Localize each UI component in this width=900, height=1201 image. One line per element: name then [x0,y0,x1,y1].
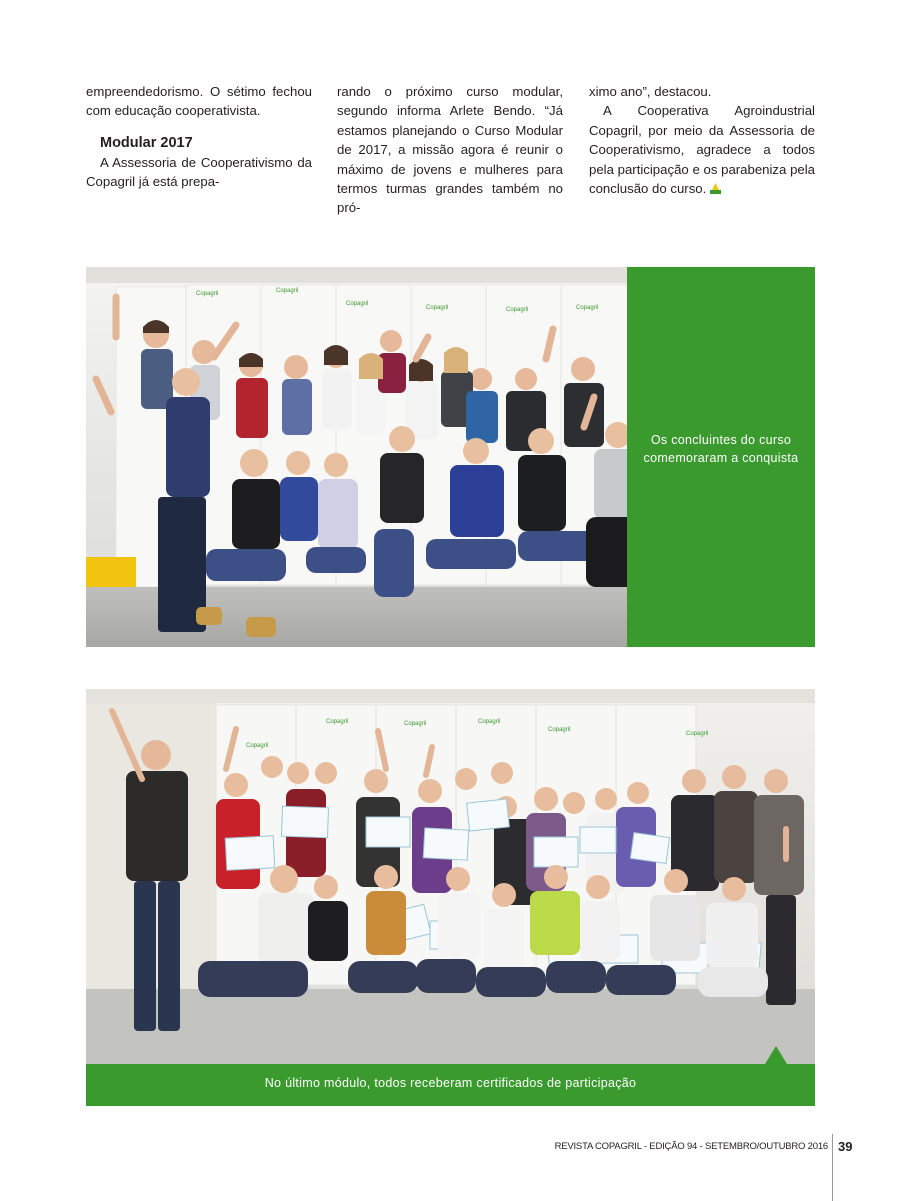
page-number: 39 [838,1139,853,1154]
caption-pointer-icon [765,1046,787,1064]
paragraph: ximo ano”, destacou. [589,84,712,99]
article-column-3 [589,82,815,198]
paragraph [589,101,815,198]
article-column-2 [337,82,563,218]
svg-text:Copagril: Copagril [276,288,299,294]
section-heading: Modular 2017 [100,134,193,151]
paragraph-text: A Cooperativa Agroindustrial Copagril, por meio da Assessoria de Cooperativismo, agradece a todos pela participação e os parabeniza pela conclusão do curso. [589,103,815,197]
group-photo-certificates [86,689,815,1064]
svg-text:Copagril: Copagril [346,301,369,307]
svg-text:Copagril: Copagril [426,305,449,311]
svg-text:Copagril: Copagril [506,307,529,313]
article-column-1 [86,82,312,192]
paragraph: A Assessoria de Cooperativismo da Copagril já está prepa- [86,154,312,190]
photo-illustration [86,267,656,647]
svg-text:Copagril: Copagril [576,305,599,311]
svg-text:Copagril: Copagril [478,719,501,725]
copagril-end-mark-icon [710,183,721,194]
photo-caption: Os concluintes do curso comemoraram a conquista [643,433,799,465]
footer-divider [832,1134,833,1201]
svg-text:Copagril: Copagril [686,731,709,737]
paragraph: empreendedorismo. O sétimo fechou com educação cooperativista. [86,84,312,119]
group-photo-celebration [86,267,656,647]
photo-illustration [86,689,815,1064]
running-footer: REVISTA COPAGRIL - EDIÇÃO 94 - SETEMBRO/OUTUBRO 2016 [554,1141,828,1152]
banner-logo-text: Copagril [246,743,269,749]
svg-text:Copagril: Copagril [404,721,427,727]
paragraph: rando o próximo curso modular, segundo informa Arlete Bendo. “Já estamos planejando o Curso Modular de 2017, a missão agora é reunir o máximo de jovens e mulheres para termos turmas grandes também no pró- [337,84,563,216]
svg-text:Copagril: Copagril [548,727,571,733]
svg-text:Copagril: Copagril [326,719,349,725]
photo-caption: No último módulo, todos receberam certificados de participação [264,1076,637,1090]
banner-logo-text: Copagril [196,291,219,297]
